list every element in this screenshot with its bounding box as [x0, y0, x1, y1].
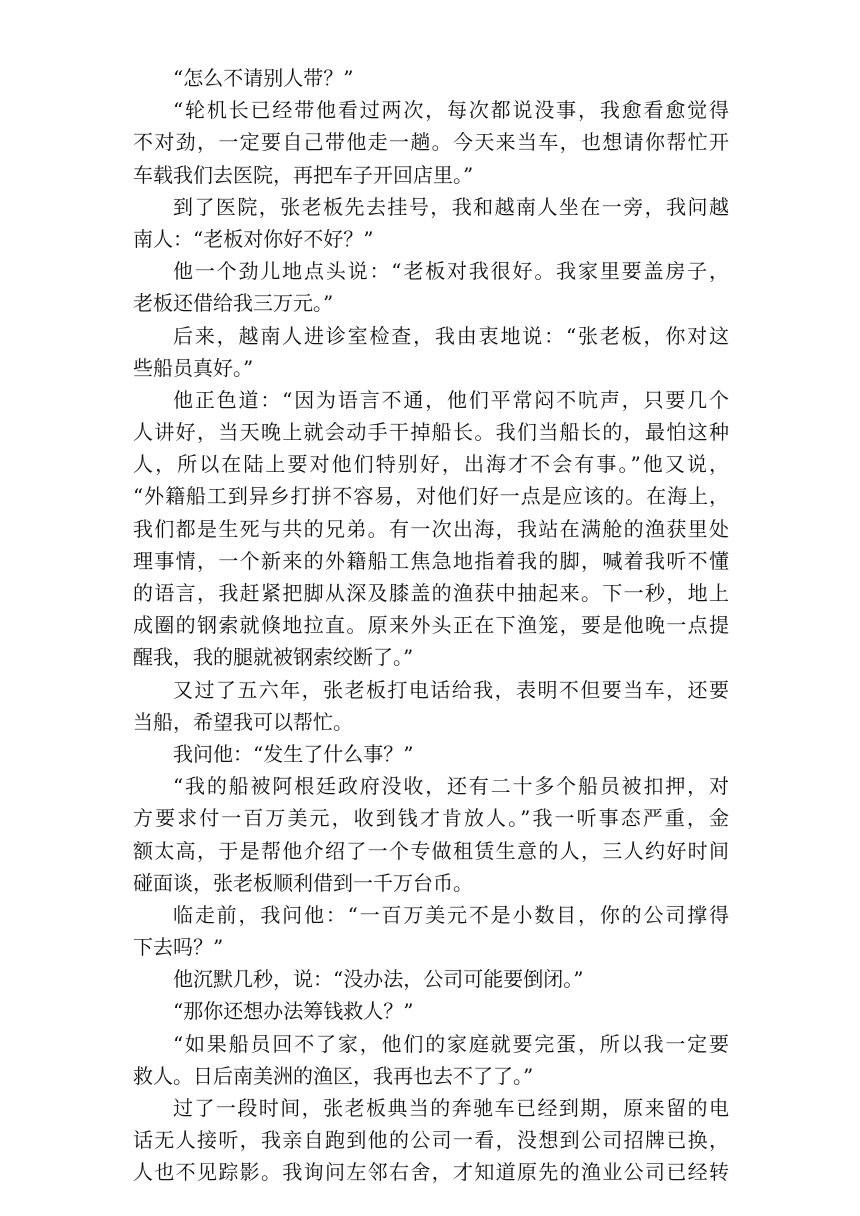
- document-page: [133, 62, 729, 1189]
- text-line: “我的船被阿根廷政府没收，还有二十多个船员被扣押，对: [173, 774, 729, 799]
- text-line: 人讲好，当天晚上就会动手干掉船长。我们当船长的，最怕这种: [133, 420, 729, 445]
- text-line: 理事情，一个新来的外籍船工焦急地指着我的脚，喊着我听不懂: [133, 548, 729, 573]
- text-line: 些船员真好。”: [133, 355, 254, 380]
- text-line: 话无人接听，我亲自跑到他的公司一看，没想到公司招牌已换，: [133, 1128, 729, 1153]
- text-line: 碰面谈，张老板顺利借到一千万台币。: [133, 870, 473, 895]
- text-line: 过了一段时间，张老板典当的奔驰车已经到期，原来留的电: [173, 1096, 729, 1120]
- text-line: 我们都是生死与共的兄弟。有一次出海，我站在满舱的渔获里处: [133, 516, 729, 541]
- text-line: “轮机长已经带他看过两次，每次都说没事，我愈看愈觉得: [173, 98, 729, 123]
- text-line: 救人。日后南美洲的渔区，我再也去不了了。”: [133, 1063, 534, 1088]
- text-line: 他沉默几秒，说：“没办法，公司可能要倒闭。”: [173, 967, 584, 992]
- text-line: 人，所以在陆上要对他们特别好，出海才不会有事。”他又说，: [133, 452, 729, 477]
- text-line: “那你还想办法筹钱救人？”: [173, 999, 414, 1024]
- text-line: 我问他：“发生了什么事？”: [173, 741, 414, 766]
- text-line: 他一个劲儿地点头说：“老板对我很好。我家里要盖房子，: [173, 259, 729, 284]
- text-line: 他正色道：“因为语言不通，他们平常闷不吭声，只要几个: [173, 387, 729, 412]
- text-line: “如果船员回不了家，他们的家庭就要完蛋，所以我一定要: [173, 1031, 729, 1056]
- text-line: 人也不见踪影。我询问左邻右舍，才知道原先的渔业公司已经转: [133, 1160, 729, 1185]
- text-line: 临走前，我问他：“一百万美元不是小数目，你的公司撑得: [173, 902, 729, 927]
- text-line: 后来，越南人进诊室检查，我由衷地说：“张老板，你对这: [173, 323, 729, 348]
- text-line: 到了医院，张老板先去挂号，我和越南人坐在一旁，我问越: [173, 194, 729, 219]
- text-line: 成圈的钢索就倏地拉直。原来外头正在下渔笼，要是他晚一点提: [133, 613, 729, 638]
- text-line: 老板还借给我三万元。”: [133, 291, 334, 316]
- text-line: 额太高，于是帮他介绍了一个专做租赁生意的人，三人约好时间: [133, 838, 729, 863]
- text-line: 又过了五六年，张老板打电话给我，表明不但要当车，还要: [173, 677, 729, 702]
- text-line: 当船，希望我可以帮忙。: [133, 709, 353, 734]
- text-line: 车载我们去医院，再把车子开回店里。”: [133, 162, 474, 187]
- text-line: “怎么不请别人带？”: [173, 66, 354, 90]
- text-line: “外籍船工到异乡打拼不容易，对他们好一点是应该的。在海上，: [133, 484, 729, 509]
- text-line: 醒我，我的腿就被钢索绞断了。”: [133, 645, 414, 670]
- text-line: 不对劲，一定要自己带他走一趟。今天来当车，也想请你帮忙开: [133, 130, 729, 155]
- text-line: 南人：“老板对你好不好？”: [133, 226, 374, 251]
- text-line: 的语言，我赶紧把脚从深及膝盖的渔获中抽起来。下一秒，地上: [133, 581, 729, 605]
- text-line: 方要求付一百万美元，收到钱才肯放人。”我一听事态严重，金: [133, 806, 729, 831]
- text-line: 下去吗？”: [133, 935, 224, 960]
